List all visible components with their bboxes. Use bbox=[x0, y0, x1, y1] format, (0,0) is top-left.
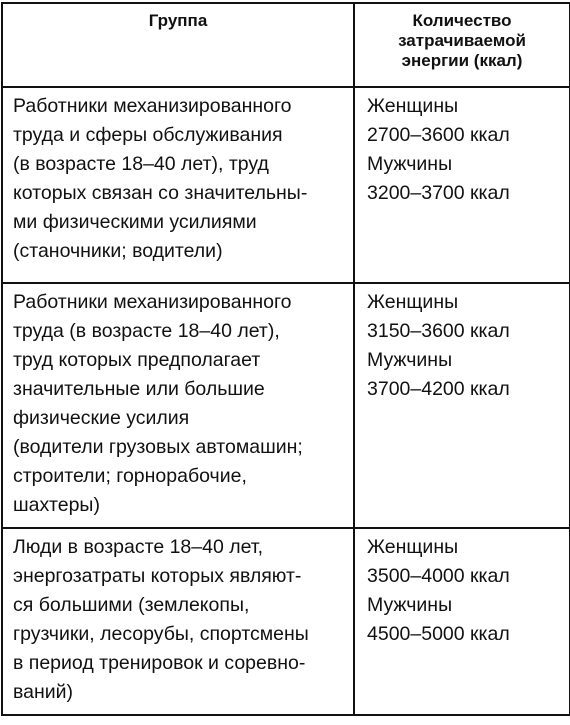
energy-cell bbox=[354, 87, 570, 283]
table-row bbox=[2, 528, 570, 715]
header-energy-line-2: затрачиваемой bbox=[398, 31, 526, 50]
group-line: Работники механизированного bbox=[13, 291, 292, 313]
group-line: труд которых предполагает bbox=[13, 349, 261, 371]
header-group-label: Группа bbox=[148, 11, 208, 30]
group-line: физические усилия bbox=[13, 407, 190, 429]
header-energy-line-3: энергии (ккал) bbox=[401, 51, 523, 70]
women-label: Женщины bbox=[367, 291, 459, 313]
group-line: шахтеры) bbox=[13, 494, 100, 516]
group-cell bbox=[2, 528, 354, 715]
men-value: 4500–5000 ккал bbox=[367, 623, 510, 645]
group-line: (станочники; водители) bbox=[13, 240, 223, 262]
group-line: ваний) bbox=[13, 681, 74, 703]
men-label: Мужчины bbox=[367, 153, 453, 175]
women-value: 3150–3600 ккал bbox=[367, 320, 510, 342]
table-row bbox=[2, 87, 570, 283]
men-value: 3700–4200 ккал bbox=[367, 378, 510, 400]
table-row bbox=[2, 283, 570, 528]
group-line: Работники механизированного bbox=[13, 95, 292, 117]
group-line: ми физическими усилиями bbox=[13, 211, 257, 233]
group-line: которых связан со значительны- bbox=[13, 182, 308, 204]
group-line: труда и сферы обслуживания bbox=[13, 124, 283, 146]
women-value: 2700–3600 ккал bbox=[367, 124, 510, 146]
header-energy bbox=[354, 3, 570, 87]
group-line: в период тренировок и соревно- bbox=[13, 652, 306, 674]
group-cell bbox=[2, 283, 354, 528]
energy-cell bbox=[354, 528, 570, 715]
group-line: (в возрасте 18–40 лет), труд bbox=[13, 153, 269, 175]
group-line: строители; горнорабочие, bbox=[13, 465, 247, 487]
men-label: Мужчины bbox=[367, 349, 453, 371]
women-label: Женщины bbox=[367, 95, 459, 117]
group-line: энергозатраты которых являют- bbox=[13, 565, 302, 587]
men-label: Мужчины bbox=[367, 594, 453, 616]
energy-requirements-table bbox=[1, 2, 570, 716]
group-line: Люди в возрасте 18–40 лет, bbox=[13, 536, 263, 558]
women-label: Женщины bbox=[367, 536, 459, 558]
group-line: (водители грузовых автомашин; bbox=[13, 436, 303, 458]
men-value: 3200–3700 ккал bbox=[367, 182, 510, 204]
group-line: значительные или большие bbox=[13, 378, 265, 400]
group-line: труда (в возрасте 18–40 лет), bbox=[13, 320, 280, 342]
header-energy-line-1: Количество bbox=[412, 11, 512, 30]
group-cell bbox=[2, 87, 354, 283]
table-header-row bbox=[2, 3, 570, 87]
women-value: 3500–4000 ккал bbox=[367, 565, 510, 587]
energy-cell bbox=[354, 283, 570, 528]
header-group bbox=[2, 3, 354, 87]
group-line: ся большими (землекопы, bbox=[13, 594, 250, 616]
group-line: грузчики, лесорубы, спортсмены bbox=[13, 623, 309, 645]
